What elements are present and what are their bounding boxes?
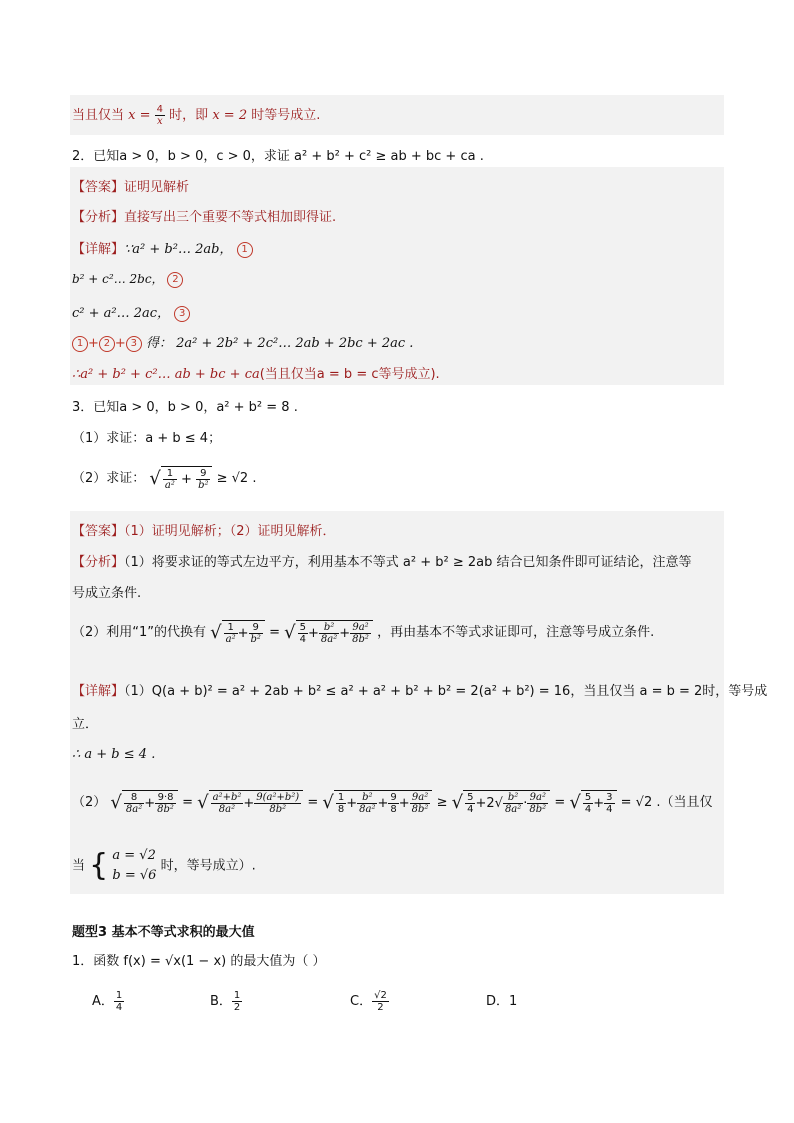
math: x = (128, 108, 151, 123)
question-3: 3．已知a > 0，b > 0，a² + b² = 8 . (72, 400, 298, 415)
analysis-tag: 【分析】 (72, 210, 125, 225)
q3-part2: （2）求证： √ $\frac{1}{\text{a²}}$ + $\frac{9}{\text{b²}}$ ≥ √2 . (72, 468, 257, 491)
question-2: 2．已知a > 0，b > 0，c > 0，求证 a² + b² + c² ≥ ab + bc + ca . (72, 149, 484, 164)
q2-detail-line3 (72, 302, 190, 322)
text: （2）求证： (72, 471, 146, 486)
text: ，再由基本不等式求证即可，注意等号成立条件. (377, 625, 655, 640)
detail-tag: 【详解】 (72, 242, 125, 257)
q2-answer-line (72, 176, 189, 195)
math: x = 2 (212, 108, 248, 123)
option-b[interactable]: B． $\frac{1}{2}$ (210, 990, 241, 1013)
text: 时，等号成立）. (160, 858, 256, 874)
circled-number-1: 1 (237, 242, 253, 258)
q3-detail-line2: 立． (72, 717, 99, 732)
circled-number-2: 2 (167, 272, 183, 288)
sqrt-expression: $\frac{\text{a²+b²}}{\text{8a²}}$ + $\frac{\text{9(a²+b²)}}{\text{8b²}}$ (209, 790, 304, 815)
sqrt-expression: $\frac{8}{\text{8a²}}$ + $\frac{9\cdot 8}{\text{8b²}}$ (122, 790, 178, 815)
text: （2） (72, 795, 107, 810)
answer-text: 证明见解析 (124, 180, 190, 195)
math: ∵a² + b²… 2ab， (124, 242, 233, 257)
section-title: 题型3 基本不等式求积的最大值 (72, 925, 255, 940)
section-question-1: 1．函数 f(x) = √x(1 − x) 的最大值为（ ） (72, 954, 326, 969)
sqrt-expression: $\frac{5}{4}$ + $\frac{\text{b²}}{\text{8a²}}$ + $\frac{\text{9a²}}{\text{8b²}}$ (296, 620, 373, 645)
analysis-text: （1）将要求证的等式左边平方，利用基本不等式 a² + b² ≥ 2ab 结合已知条件即可证结论，注意等 (124, 555, 692, 570)
analysis-tag: 【分析】 (72, 555, 125, 570)
sqrt-expression: $\frac{1}{\text{a²}}$ + $\frac{9}{\text{b²}}$ (222, 620, 265, 645)
answer-text: （1）证明见解析；（2）证明见解析． (124, 524, 336, 539)
equality-cases: a = √2 b = √6 (112, 848, 157, 883)
q3-detail-line4: （2） √ $\frac{8}{\text{8a²}}$ + $\frac{9\cdot 8}{\text{8b²}}$ = √ $\frac{\text{a²+b²}}{\text{8a²}}$ + $\frac{\text{9(a²+b²)}}{\text{8b²}}$ = √ $\frac{1}{8}$ + $\frac{\text{b²}}{\text{8a²}}$ + $\frac{9}{8}$ + $\frac{\text{9a²}}{\text{8b²}}$ ≥ √ $\frac{5}{4}$ +2√ $\frac{\text{b²}}{\text{8a²}}$ · $\frac{\text{9a²}}{\text{8b²}}$ = √ $\frac{5}{4}$ + $\frac{3}{4}$ = √2 .（当且仅 (72, 792, 713, 815)
sqrt-expression: $\frac{1}{8}$ + $\frac{\text{b²}}{\text{8a²}}$ + $\frac{9}{8}$ + $\frac{\text{9a²}}{\text{8b²}}$ (334, 790, 433, 815)
sqrt-expression: $\frac{1}{\text{a²}}$ + $\frac{9}{\text{b²}}$ (161, 466, 213, 491)
text: 当 (72, 858, 86, 874)
q3-detail-line1 (72, 680, 767, 699)
math: c² + a²… 2ac， (72, 306, 171, 321)
detail-tag: 【详解】 (72, 684, 125, 699)
option-c[interactable]: C． $\frac{√2}{2}$ (350, 990, 387, 1013)
q3-part1: （1）求证：a + b ≤ 4； (72, 431, 222, 446)
option-a[interactable]: A． $\frac{1}{4}$ (92, 990, 123, 1013)
sqrt-expression: $\frac{5}{4}$ + $\frac{3}{4}$ (581, 790, 617, 815)
q3-analysis-line2: 号成立条件. (72, 586, 142, 601)
circled-number-3: 3 (174, 306, 190, 322)
text: 时，即 (169, 108, 209, 123)
text: 当且仅当 (72, 108, 125, 123)
text: .（当且仅 (656, 795, 713, 810)
fraction: $\frac{4}{x}$ (156, 104, 164, 127)
q3-analysis-line1 (72, 551, 692, 570)
q3-detail-line3: ∴ a + b ≤ 4 . (72, 747, 156, 762)
sqrt-expression: $\frac{5}{4}$ +2√ $\frac{\text{b²}}{\text{8a²}}$ · $\frac{\text{9a²}}{\text{8b²}}$ (463, 790, 550, 815)
detail-text: （1）Q(a + b)² = a² + 2ab + b² ≤ a² + a² + b² + b² = 2(a² + b²) = 16，当且仅当 a = b = 2时，等号成 (124, 684, 768, 699)
circled-number-3: 3 (126, 336, 142, 352)
text: (当且仅当a = b = c等号成立). (259, 367, 440, 382)
answer-tag: 【答案】 (72, 524, 125, 539)
math: ∴a² + b² + c²… ab + bc + ca (72, 367, 260, 382)
option-d[interactable]: D．1 (486, 994, 518, 1009)
q2-analysis-line (72, 206, 336, 225)
text: 时等号成立. (251, 108, 321, 123)
math: b² + c²… 2bc， (72, 272, 164, 286)
math: 得： 2a² + 2b² + 2c²… 2ab + 2bc + 2ac . (145, 336, 414, 351)
q2-detail-line2 (72, 270, 183, 288)
text: （2）利用“1”的代换有 (72, 625, 207, 640)
equality-condition-line (72, 104, 320, 127)
circled-number-2: 2 (99, 336, 115, 352)
q3-analysis-line3: （2）利用“1”的代换有 √ $\frac{1}{\text{a²}}$ + $\frac{9}{\text{b²}}$ = √ $\frac{5}{4}$ + $\frac{\text{b²}}{\text{8a²}}$ + $\frac{\text{9a²}}{\text{8b²}}$ ，再由基本不等式求证即可，注意等号成立条件. (72, 622, 655, 645)
circled-number-1: 1 (72, 336, 88, 352)
q2-detail-line1 (72, 238, 253, 258)
q3-answer-line (72, 520, 336, 539)
q2-sum-line: 1 + 2 + 3 得： 2a² + 2b² + 2c²… 2ab + 2bc + 2ac . (72, 332, 413, 352)
analysis-text: 直接写出三个重要不等式相加即得证. (124, 210, 337, 225)
answer-tag: 【答案】 (72, 180, 125, 195)
q2-conclusion-line (72, 363, 440, 382)
q3-detail-line5: 当 { a = √2 b = √6 时，等号成立）. (72, 846, 256, 886)
text: ≥ √2 . (216, 471, 257, 486)
